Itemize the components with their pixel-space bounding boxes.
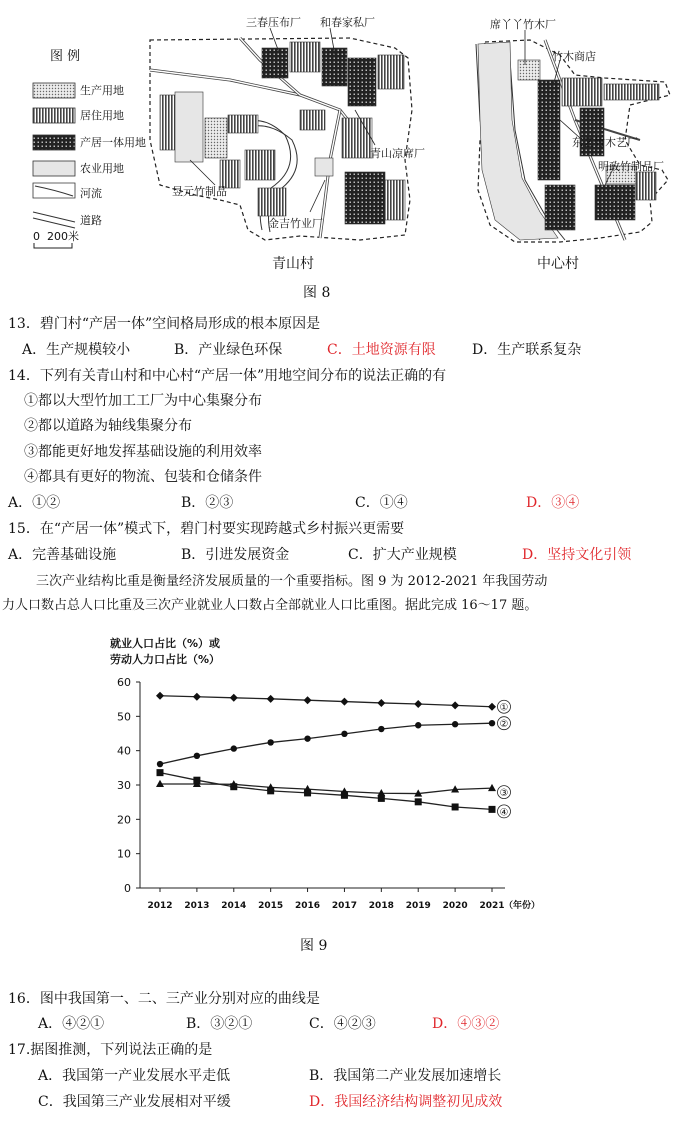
scale-label: 0 200米 xyxy=(33,230,79,243)
data-point-series-1 xyxy=(414,700,422,708)
q16-option-a: A．④②① xyxy=(38,1016,105,1032)
data-point-series-4 xyxy=(415,798,422,805)
q16-stem: 16．图中我国第一、二、三产业分别对应的曲线是 xyxy=(8,991,320,1007)
series-label-4: ④ xyxy=(499,807,509,819)
data-point-series-2 xyxy=(304,735,310,741)
q15-option-a: A．完善基础设施 xyxy=(8,547,117,563)
q15-option-d: D．坚持文化引领 xyxy=(522,547,632,563)
q14-option-d: D．③④ xyxy=(526,495,580,511)
q14-option-b: B．②③ xyxy=(181,495,234,511)
map-label-xiyaya: 席丫丫竹木厂 xyxy=(490,18,556,31)
village-name-qingshan: 青山村 xyxy=(272,256,314,272)
q16-option-b: B．③②① xyxy=(186,1016,253,1032)
data-point-series-2 xyxy=(341,731,347,737)
data-point-series-4 xyxy=(341,792,348,799)
data-point-series-2 xyxy=(194,753,200,759)
x-tick-label: 2017 xyxy=(331,901,357,911)
data-point-series-4 xyxy=(452,803,459,810)
village-name-zhongxin: 中心村 xyxy=(537,256,579,272)
chart-ylabel-line2: 劳动人力口占比（%） xyxy=(110,653,221,666)
data-point-series-3 xyxy=(488,784,496,791)
data-point-series-1 xyxy=(230,694,238,702)
map-label-qingshan-mat: 青山凉席厂 xyxy=(370,147,425,160)
data-point-series-2 xyxy=(231,745,237,751)
intro-line-1: 三次产业结构比重是衡量经济发展质量的一个重要指标。图 9 为 2012-2021 年我国劳动 xyxy=(36,574,548,589)
map-legend xyxy=(33,83,75,248)
q13-option-b: B．产业绿色环保 xyxy=(174,342,283,358)
series-line-2 xyxy=(160,723,492,764)
q14-item-1: ①都以大型竹加工工厂为中心集聚分布 xyxy=(24,393,262,409)
series-line-3 xyxy=(160,784,492,794)
figure-8-caption: 图 8 xyxy=(303,285,331,301)
map-label-jinji: 金吉竹业厂 xyxy=(268,217,323,230)
data-point-series-2 xyxy=(378,726,384,732)
data-point-series-1 xyxy=(156,692,164,700)
x-tick-label: 2012 xyxy=(147,901,173,911)
q14-stem: 14．下列有关青山村和中心村“产居一体”用地空间分布的说法正确的有 xyxy=(8,368,447,384)
data-point-series-2 xyxy=(157,761,163,767)
qingshan-village-map xyxy=(150,38,412,240)
q17-option-c: C．我国第三产业发展相对平缓 xyxy=(38,1094,231,1110)
legend-label-road: 道路 xyxy=(80,214,102,227)
q17-stem: 17.据图推测，下列说法正确的是 xyxy=(8,1042,213,1058)
q14-item-2: ②都以道路为轴线集聚分布 xyxy=(24,418,192,434)
legend-title: 图 例 xyxy=(50,49,81,64)
q17-option-b: B．我国第二产业发展加速增长 xyxy=(309,1068,502,1084)
q14-option-c: C．①④ xyxy=(355,495,408,511)
intro-line-2: 力人口数占总人口比重及三次产业就业人口数占全部就业人口比重图。据此完成 16～17 题。 xyxy=(2,598,538,613)
road-legend-icon xyxy=(33,212,75,228)
figure-9-chart xyxy=(0,670,692,920)
data-point-series-2 xyxy=(489,720,495,726)
x-tick-label: 2021 xyxy=(479,901,505,911)
map-label-hechun: 和春家私厂 xyxy=(320,16,375,29)
x-tick-label: 2014 xyxy=(221,901,247,911)
data-point-series-1 xyxy=(377,699,385,707)
data-point-series-2 xyxy=(415,722,421,728)
map-label-sanchun: 三春压布厂 xyxy=(246,16,301,29)
x-tick-label: 2016 xyxy=(295,901,321,911)
legend-label-residential: 居住用地 xyxy=(80,109,124,122)
data-point-series-1 xyxy=(488,703,496,711)
q14-option-a: A．①② xyxy=(8,495,61,511)
data-point-series-4 xyxy=(267,787,274,794)
legend-label-river: 河流 xyxy=(80,187,102,200)
x-tick-label: 2013 xyxy=(184,901,210,911)
y-tick-label: 50 xyxy=(117,710,131,724)
map-label-bamboo-shop: 竹木商店 xyxy=(552,50,596,63)
q13-option-c: C．土地资源有限 xyxy=(327,342,436,358)
y-tick-label: 20 xyxy=(117,813,131,827)
legend-label-mixed: 产居一体用地 xyxy=(80,136,146,149)
data-point-series-4 xyxy=(378,795,385,802)
x-tick-label: 2020 xyxy=(442,901,468,911)
q15-option-b: B．引进发展资金 xyxy=(181,547,290,563)
chart-ylabel-line1: 就业人口占比（%）或 xyxy=(110,637,221,650)
map-label-mingzheng: 明政竹制品厂 xyxy=(598,160,664,173)
data-point-series-2 xyxy=(452,721,458,727)
legend-label-production: 生产用地 xyxy=(80,84,124,97)
q17-option-a: A．我国第一产业发展水平走低 xyxy=(38,1068,231,1084)
series-label-2: ② xyxy=(499,719,509,731)
data-point-series-4 xyxy=(157,769,164,776)
data-point-series-1 xyxy=(267,695,275,703)
legend-label-agricultural: 农业用地 xyxy=(80,162,124,175)
y-tick-label: 40 xyxy=(117,744,131,758)
q15-stem: 15．在“产居一体”模式下，碧门村要实现跨越式乡村振兴更需要 xyxy=(8,521,405,537)
q14-item-3: ③都能更好地发挥基础设施的利用效率 xyxy=(24,444,262,460)
river-legend-icon xyxy=(33,183,75,198)
data-point-series-1 xyxy=(451,701,459,709)
x-tick-label: 2015 xyxy=(258,901,284,911)
y-tick-label: 0 xyxy=(124,882,131,895)
q14-item-4: ④都具有更好的物流、包装和仓储条件 xyxy=(24,469,262,485)
figure-8-map xyxy=(0,0,692,300)
x-tick-label: 2018 xyxy=(368,901,394,911)
q13-option-a: A．生产规模较小 xyxy=(22,342,131,358)
map-label-dongyi: 东艺竹木艺厂 xyxy=(572,136,638,149)
data-point-series-1 xyxy=(340,698,348,706)
y-tick-label: 60 xyxy=(117,676,131,689)
map-label-yuyuan: 昱元竹制品 xyxy=(172,185,227,198)
data-point-series-4 xyxy=(230,783,237,790)
y-tick-label: 30 xyxy=(117,779,131,792)
series-label-3: ③ xyxy=(499,788,509,800)
q17-option-d: D．我国经济结构调整初见成效 xyxy=(309,1094,503,1110)
x-axis-label: （年份） xyxy=(504,901,541,911)
figure-9-caption: 图 9 xyxy=(300,938,328,954)
q13-stem: 13．碧门村“产居一体”空间格局形成的根本原因是 xyxy=(8,316,321,332)
q13-option-d: D．生产联系复杂 xyxy=(472,342,582,358)
y-tick-label: 10 xyxy=(117,847,131,861)
data-point-series-1 xyxy=(304,696,312,704)
data-point-series-4 xyxy=(193,777,200,784)
data-point-series-2 xyxy=(267,739,273,745)
q16-option-c: C．④②③ xyxy=(309,1016,376,1032)
data-point-series-1 xyxy=(193,693,201,701)
q15-option-c: C．扩大产业规模 xyxy=(348,547,457,563)
series-line-1 xyxy=(160,696,492,707)
data-point-series-4 xyxy=(304,789,311,796)
series-label-1: ① xyxy=(499,702,509,714)
q16-option-d: D．④③② xyxy=(432,1016,500,1032)
data-point-series-4 xyxy=(489,806,496,813)
x-tick-label: 2019 xyxy=(405,901,431,911)
